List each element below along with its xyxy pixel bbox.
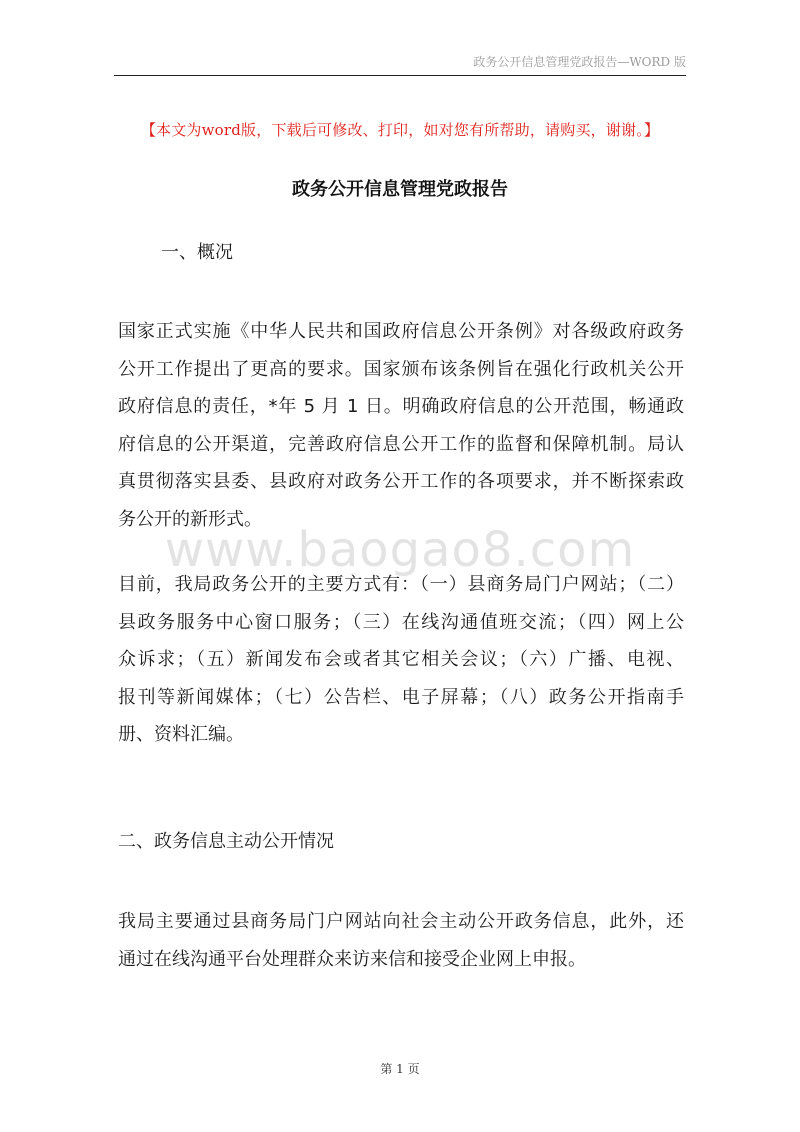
paragraph-line: 真贯彻落实县委、县政府对政务公开工作的各项要求，并不断探索政 (118, 471, 684, 492)
paragraph-line: 政府信息的责任，*年 5 月 1 日。明确政府信息的公开范围，畅通政 (118, 396, 684, 417)
paragraph-line: 国家正式实施《中华人民共和国政府信息公开条例》对各级政府政务 (118, 321, 684, 342)
paragraph-line: 我局主要通过县商务局门户网站向社会主动公开政务信息，此外，还 (118, 911, 684, 932)
paragraph-active-disclosure (118, 903, 684, 978)
page-title: 政务公开信息管理党政报告 (292, 179, 508, 200)
paragraph-line: 务公开的新形式。 (118, 508, 262, 530)
section-heading-active-disclosure: 二、政务信息主动公开情况 (118, 831, 334, 852)
header-divider (114, 75, 686, 76)
paragraph-line: 众诉求；（五）新闻发布会或者其它相关会议；（六）广播、电视、 (118, 649, 684, 670)
paragraph-line: 册、资料汇编。 (118, 724, 244, 745)
paragraph-overview (118, 313, 684, 538)
watermark: www.baogao8.com (164, 522, 636, 578)
page-number: 第 1 页 (380, 1062, 420, 1076)
section-heading-overview: 一、概况 (161, 242, 233, 263)
paragraph-line: 通过在线沟通平台处理群众来访来信和接受企业网上申报。 (118, 948, 586, 970)
paragraph-line: 县政务服务中心窗口服务；（三）在线沟通值班交流；（四）网上公 (118, 611, 684, 633)
paragraph-line: 报刊等新闻媒体；（七）公告栏、电子屏幕；（八）政务公开指南手 (118, 686, 684, 708)
running-header: 政务公开信息管理党政报告—WORD 版 (473, 55, 686, 69)
paragraph-line: 公开工作提出了更高的要求。国家颁布该条例旨在强化行政机关公开 (118, 358, 684, 380)
paragraph-methods (118, 566, 684, 754)
paragraph-line: 目前，我局政务公开的主要方式有：（一）县商务局门户网站；（二） (118, 574, 684, 595)
paragraph-line: 府信息的公开渠道，完善政府信息公开工作的监督和保障机制。局认 (118, 433, 684, 455)
purchase-notice: 【本文为word版，下载后可修改、打印，如对您有所帮助，请购买，谢谢。】 (140, 121, 660, 139)
